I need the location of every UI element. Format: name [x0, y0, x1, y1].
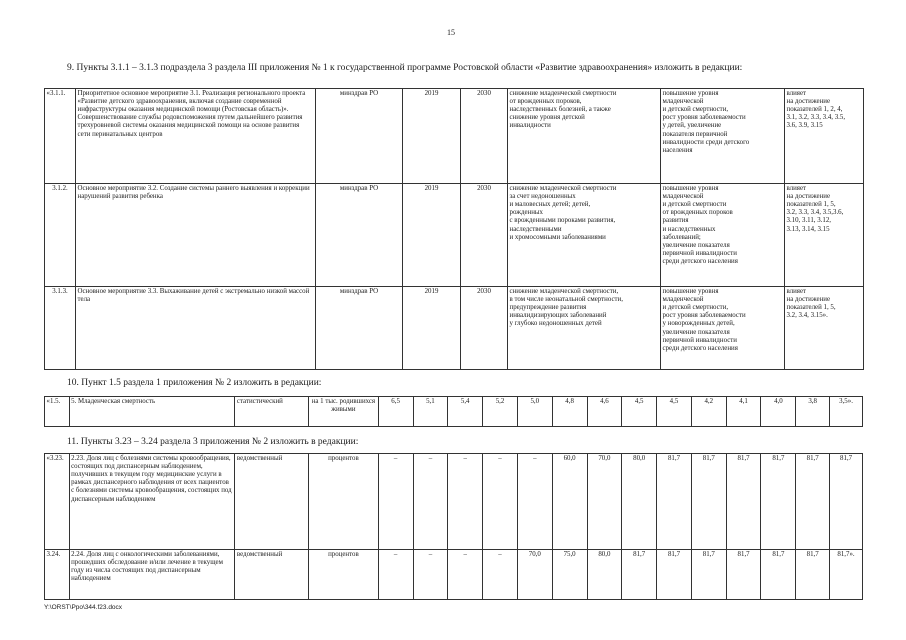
value-cell: 70,0 [517, 550, 552, 600]
value-cell: 81,7 [622, 550, 657, 600]
table-row [45, 287, 864, 370]
file-path-footer: Y:\ORST\Ppo\344.f23.docx [44, 604, 123, 611]
consequences: повышение уровня младенческой и детской смертности, рост уровня заболеваемости у детей, увеличение показателя первичной инвалидности среди детского населения [661, 89, 785, 184]
value-cell: 4,5 [622, 397, 657, 427]
value-cell: 81,7». [830, 550, 863, 600]
value-cell: 81,7 [691, 454, 726, 550]
page-number: 15 [447, 28, 455, 37]
value-cell: 81,7 [657, 454, 692, 550]
table-row [45, 550, 863, 600]
value-cell: 75,0 [552, 550, 587, 600]
value-cell: 81,7 [761, 550, 796, 600]
table-row [45, 397, 863, 427]
start-year: 2019 [403, 287, 461, 370]
row-number: 3.1.3. [45, 287, 76, 370]
indicator-table-3-23 [44, 453, 863, 600]
value-cell: 4,8 [552, 397, 587, 427]
value-cell: 4,5 [657, 397, 692, 427]
executor: минздрав РО [316, 287, 403, 370]
expected-result: снижение младенческой смертности, в том числе неонатальной смертности, предупреждение развития инвалидизирующих заболеваний у глубоко недоношенных детей [508, 287, 661, 370]
value-cell: 5,2 [483, 397, 518, 427]
value-cell: 81,7 [691, 550, 726, 600]
measures-table [44, 88, 864, 370]
indicator-kind: ведомственный [235, 454, 309, 550]
row-number: «1.5. [45, 397, 70, 427]
value-cell: 6,5 [378, 397, 413, 427]
value-cell: 3,5». [830, 397, 863, 427]
event-name: Основное мероприятие 3.2. Создание системы раннего выявления и коррекции нарушений развития ребенка [76, 184, 316, 287]
row-number: 3.1.2. [45, 184, 76, 287]
event-name: Основное мероприятие 3.3. Выхаживание детей с экстремально низкой массой тела [76, 287, 316, 370]
value-cell: 81,7 [726, 454, 761, 550]
value-cell: – [413, 454, 448, 550]
value-cell: 81,7 [761, 454, 796, 550]
value-cell: 81,7 [726, 550, 761, 600]
value-cell: – [448, 550, 483, 600]
table-row [45, 454, 863, 550]
section-heading-10: 10. Пункт 1.5 раздела 1 приложения № 2 изложить в редакции: [67, 378, 322, 388]
value-cell: 81,7 [796, 454, 830, 550]
indicator-link: влияет на достижение показателей 1, 5, 3.2, 3.3, 3.4, 3.5,3.6, 3.10, 3.11, 3.12, 3.13, 3.14, 3.15 [785, 184, 864, 287]
value-cell: – [483, 550, 518, 600]
value-cell: 60,0 [552, 454, 587, 550]
value-cell: 4,0 [761, 397, 796, 427]
value-cell: 5,1 [413, 397, 448, 427]
end-year: 2030 [461, 287, 508, 370]
value-cell: 80,0 [622, 454, 657, 550]
indicator-table-1-5 [44, 396, 863, 427]
value-cell: 5,4 [448, 397, 483, 427]
indicator-kind: ведомственный [235, 550, 309, 600]
value-cell: 70,0 [587, 454, 622, 550]
expected-result: снижение младенческой смертности за счет недоношенных и маловесных детей; детей, рожденных с врожденными пороками развития, наследственными и хромосомными заболеваниями [508, 184, 661, 287]
indicator-name: 2.23. Доля лиц с болезнями системы кровообращения, состоящих под диспансерным наблюдением, получивших в текущем году медицинские услуги в рамках диспансерного наблюдения от всех пациентов с болезнями системы кровообращения, состоящих под диспансерным наблюдением [69, 454, 235, 550]
executor: минздрав РО [316, 89, 403, 184]
row-number: 3.24. [45, 550, 70, 600]
indicator-name: 5. Младенческая смертность [69, 397, 235, 427]
end-year: 2030 [461, 184, 508, 287]
indicator-name: 2.24. Доля лиц с онкологическими заболеваниями, прошедших обследование и/или лечение в текущем году из числа состоящих под диспансерным наблюдением [69, 550, 235, 600]
value-cell: – [413, 550, 448, 600]
end-year: 2030 [461, 89, 508, 184]
value-cell: 81,7 [796, 550, 830, 600]
start-year: 2019 [403, 89, 461, 184]
unit: на 1 тыс. родившихся живыми [309, 397, 379, 427]
value-cell: 81,7 [830, 454, 863, 550]
value-cell: 80,0 [587, 550, 622, 600]
value-cell: – [378, 454, 413, 550]
value-cell: 4,2 [691, 397, 726, 427]
value-cell: – [517, 454, 552, 550]
unit: процентов [309, 454, 379, 550]
section-heading-9: 9. Пункты 3.1.1 – 3.1.3 подраздела 3 раздела III приложения № 1 к государственной программе Ростовской области «Развитие здравоохранения» изложить в редакции: [67, 63, 743, 73]
value-cell: 3,8 [796, 397, 830, 427]
expected-result: снижение младенческой смертности от врожденных пороков, наследственных болезней, а также снижение уровня детской инвалидности [508, 89, 661, 184]
indicator-link: влияет на достижение показателей 1, 5, 3.2, 3.4, 3.15». [785, 287, 864, 370]
value-cell: 4,1 [726, 397, 761, 427]
indicator-link: влияет на достижение показателей 1, 2, 4, 3.1, 3.2, 3.3, 3.4, 3.5, 3.6, 3.9, 3.15 [785, 89, 864, 184]
row-number: «3.23. [45, 454, 70, 550]
value-cell: – [378, 550, 413, 600]
consequences: повышение уровня младенческой и детской смертности от врожденных пороков развития и наследственных заболеваний; увеличение показателя первичной инвалидности среди детского населения [661, 184, 785, 287]
value-cell: – [483, 454, 518, 550]
executor: минздрав РО [316, 184, 403, 287]
indicator-kind: статистический [235, 397, 309, 427]
consequences: повышение уровня младенческой и детской смертности, рост уровня заболеваемости у новорожденных детей, увеличение показателя первичной инвалидности среди детского населения [661, 287, 785, 370]
table-row [45, 89, 864, 184]
value-cell: 5,0 [517, 397, 552, 427]
unit: процентов [309, 550, 379, 600]
event-name: Приоритетное основное мероприятие 3.1. Реализация регионального проекта «Развитие детского здравоохранения, включая создание современной инфраструктуры оказания медицинской помощи (Ростовская область)». Совершенствование службы родовспоможения путем дальнейшего развития трехуровневой системы оказания медицинской помощи на основе развития сети перинатальных центров [76, 89, 316, 184]
value-cell: 81,7 [657, 550, 692, 600]
value-cell: 4,6 [587, 397, 622, 427]
value-cell: – [448, 454, 483, 550]
section-heading-11: 11. Пункты 3.23 – 3.24 раздела 3 приложения № 2 изложить в редакции: [67, 437, 359, 447]
start-year: 2019 [403, 184, 461, 287]
row-number: «3.1.1. [45, 89, 76, 184]
table-row [45, 184, 864, 287]
